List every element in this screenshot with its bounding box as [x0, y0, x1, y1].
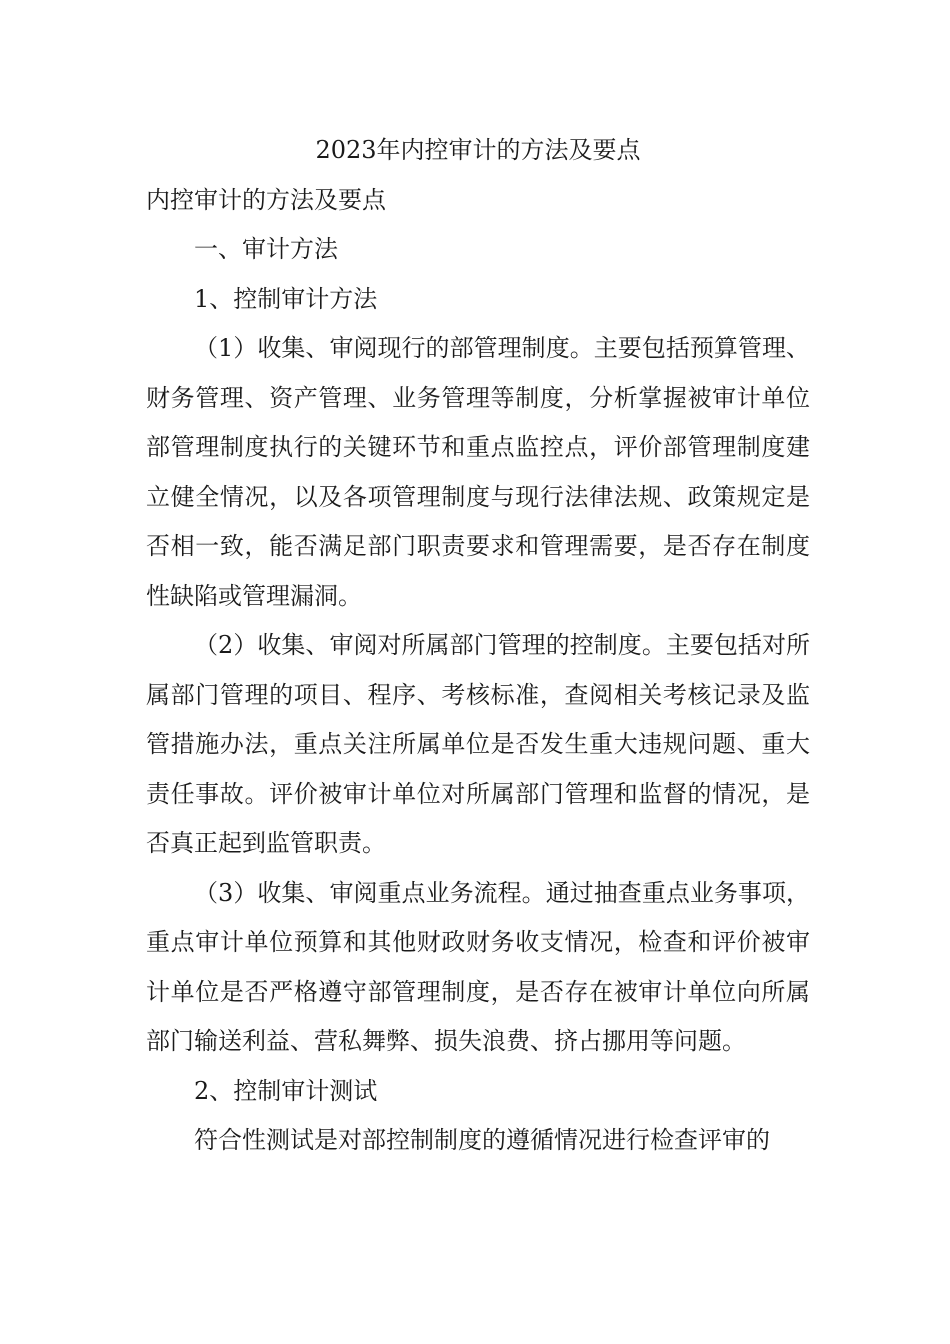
paragraph-2: （2）收集、审阅对所属部门管理的控制度。主要包括对所属部门管理的项目、程序、考核标准，查阅相关考核记录及监管措施办法，重点关注所属单位是否发生重大违规问题、重大责任事故。评价被审计单位对所属部门管理和监督的情况，是否真正起到监管职责。	[146, 631, 810, 857]
paragraph-4: 符合性测试是对部控制制度的遵循情况进行检查评审的	[194, 1126, 770, 1154]
section-heading-audit-methods: 一、审计方法	[194, 235, 338, 263]
subsection-heading-control-audit-methods: 1、控制审计方法	[194, 284, 378, 313]
paragraph-1: （1）收集、审阅现行的部管理制度。主要包括预算管理、财务管理、资产管理、业务管理等制度，分析掌握被审计单位部管理制度执行的关键环节和重点监控点，评价部管理制度建立健全情况，以及各项管理制度与现行法律法规、政策规定是否相一致，能否满足部门职责要求和管理需要，是否存在制度性缺陷或管理漏洞。	[146, 334, 810, 610]
paragraph-3: （3）收集、审阅重点业务流程。通过抽查重点业务事项，重点审计单位预算和其他财政财务收支情况，检查和评价被审计单位是否严格遵守部管理制度，是否存在被审计单位向所属部门输送利益、营私舞弊、损失浪费、挤占挪用等问题。	[146, 878, 810, 1055]
document-body	[146, 126, 810, 1166]
document-subtitle: 内控审计的方法及要点	[146, 185, 386, 214]
subsection-heading-control-audit-testing: 2、控制审计测试	[194, 1076, 378, 1105]
document-title: 2023年内控审计的方法及要点	[315, 136, 641, 164]
